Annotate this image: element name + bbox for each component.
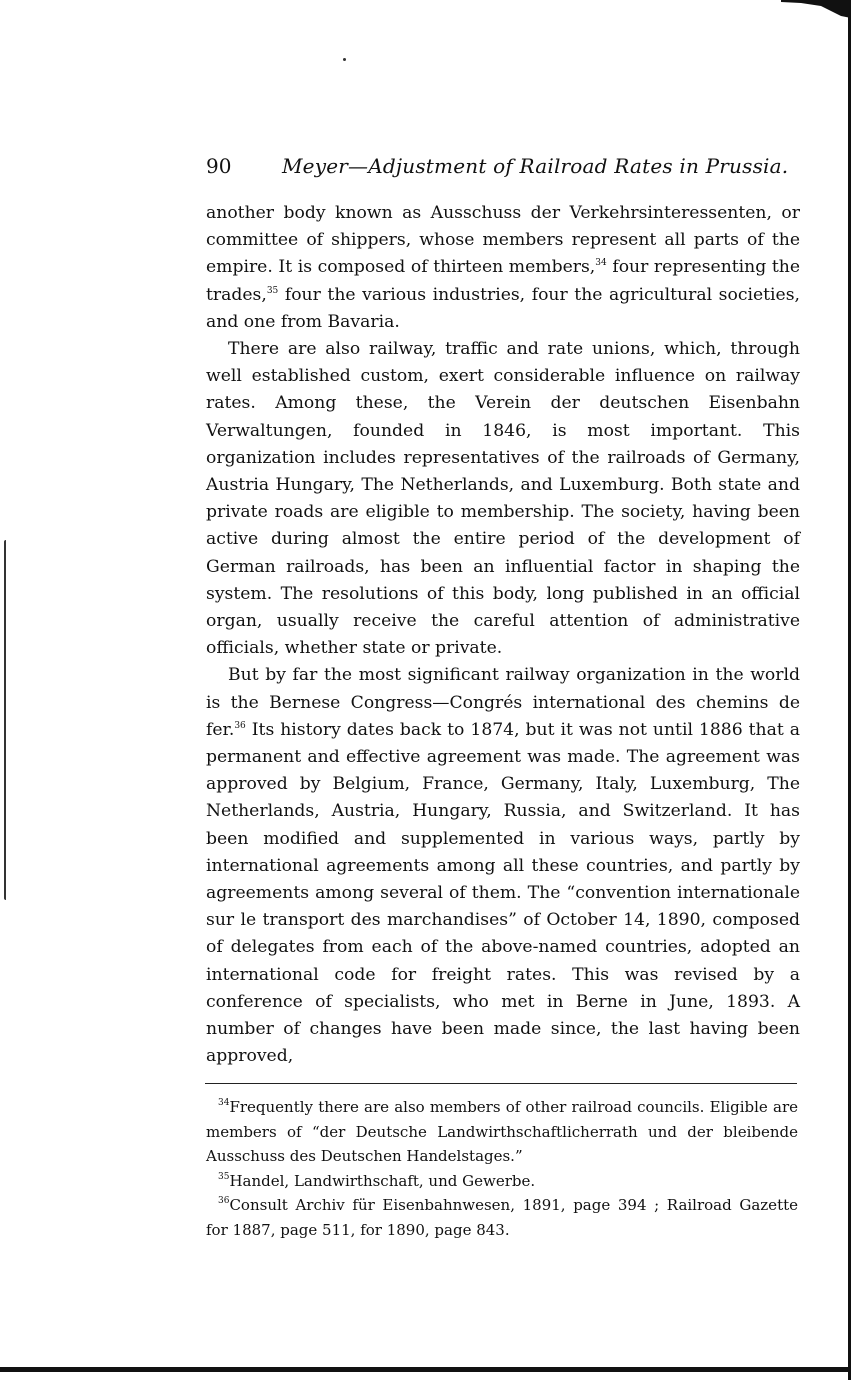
footnote-divider bbox=[205, 1083, 797, 1084]
page-number: 90 bbox=[206, 154, 232, 178]
footnote-34: $^{34}$Frequently there are also members of other railroad councils. Eligible are members of “der Deutsche Landwirthschaftlicherrath und der bleibende Ausschuss des Deutschen Handelstages.” bbox=[206, 1098, 798, 1165]
binding-gutter-line bbox=[4, 540, 9, 900]
scan-speck bbox=[343, 58, 346, 61]
footnote-35: $^{35}$Handel, Landwirthschaft, und Gewerbe. bbox=[218, 1171, 536, 1190]
footnote-ref-35: 35 bbox=[266, 285, 279, 296]
paragraph-2: There are also railway, traffic and rate unions, which, through well established custom, exert considerable influence on railway rates. Among these, the Verein der deutschen Eisenbahn Verwaltungen, founded in 1846, is most important. This organization includes representatives of the railroads of Germany, Austria Hungary, The Netherlands, and Luxemburg. Both state and private roads are eligible to membership. The society, having been active during almost the entire period of the development of German railroads, has been an influential factor in shaping the system. The resolutions of this body, long published in an official organ, usually receive the careful attention of administrative officials, whether state or private. bbox=[206, 339, 800, 659]
paragraph-1: another body known as Ausschuss der Verkehrsinteressenten, or committee of shippers, whose members represent all parts of the empire. It is composed of thirteen members,$^{34}$ four representing the trades,$^{35}$ four the various industries, four the agricultural societies, and one from Bavaria. bbox=[206, 203, 800, 332]
page-header bbox=[206, 154, 801, 184]
scan-corner-mark bbox=[781, 0, 851, 18]
scan-bottom-edge bbox=[0, 1367, 851, 1372]
running-head: Meyer—Adjustment of Railroad Rates in Prussia. bbox=[282, 154, 789, 178]
body-text bbox=[206, 200, 800, 1071]
paragraph-3: But by far the most significant railway organization in the world is the Bernese Congress—Congrés international des chemins de fer.$^{36}$ Its history dates back to 1874, but it was not until 1886 that a permanent and effective agreement was made. The agreement was approved by Belgium, France, Germany, Italy, Luxemburg, The Netherlands, Austria, Hungary, Russia, and Switzerland. It has been modified and supplemented in various ways, partly by international agreements among all these countries, and partly by agreements among several of them. The “convention internationale sur le transport des marchandises” of October 14, 1890, composed of delegates from each of the above-named countries, adopted an international code for freight rates. This was revised by a conference of specialists, who met in Berne in June, 1893. A number of changes have been made since, the last having been approved, bbox=[206, 665, 800, 1067]
footnote-36: $^{36}$Consult Archiv für Eisenbahnwesen, 1891, page 394 ; Railroad Gazette for 1887, page 511, for 1890, page 843. bbox=[206, 1196, 798, 1239]
footnotes bbox=[206, 1095, 798, 1242]
footnote-ref-36: 36 bbox=[234, 720, 246, 731]
footnote-ref-34: 34 bbox=[595, 258, 607, 269]
